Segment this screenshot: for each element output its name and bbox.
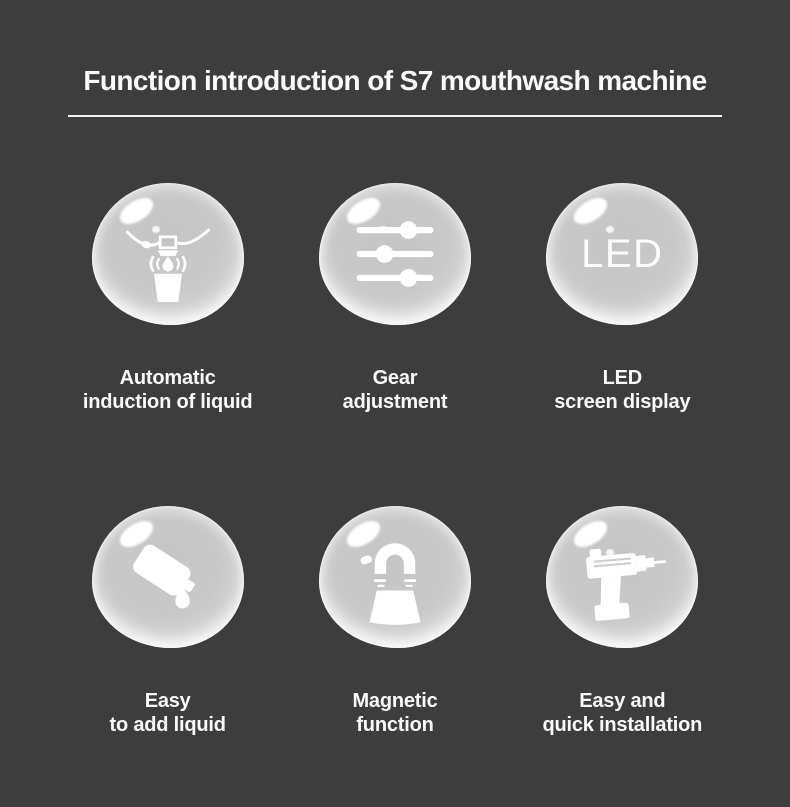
feature-label: Easy to add liquid bbox=[109, 690, 226, 736]
feature-automatic-induction bbox=[83, 183, 253, 414]
feature-label: Automatic induction of liquid bbox=[82, 367, 253, 413]
feature-label: LED screen display bbox=[554, 367, 691, 413]
feature-label: Gear adjustment bbox=[342, 367, 448, 413]
feature-easy-quick-installation bbox=[542, 506, 702, 737]
feature-led-screen-display bbox=[546, 183, 698, 414]
features-grid bbox=[0, 183, 790, 737]
feature-bubble bbox=[319, 183, 471, 325]
drill-icon bbox=[570, 525, 674, 629]
feature-bubble bbox=[319, 506, 471, 648]
header bbox=[0, 0, 790, 117]
feature-bubble bbox=[92, 506, 244, 648]
led-label: LED bbox=[581, 231, 664, 276]
feature-gear-adjustment bbox=[319, 183, 471, 414]
title-underline bbox=[68, 115, 722, 117]
feature-label: Magnetic function bbox=[352, 690, 438, 736]
bottle-pour-icon bbox=[116, 525, 220, 629]
sensor-dispenser-icon bbox=[116, 202, 220, 306]
page-title: Function introduction of S7 mouthwash machine bbox=[83, 65, 707, 96]
feature-bubble bbox=[546, 506, 698, 648]
sliders-icon bbox=[343, 202, 447, 306]
feature-bubble bbox=[92, 183, 244, 325]
feature-bubble bbox=[546, 183, 698, 325]
magnet-icon bbox=[343, 525, 447, 629]
feature-easy-add-liquid bbox=[92, 506, 244, 737]
feature-label: Easy and quick installation bbox=[542, 690, 703, 736]
feature-magnetic-function bbox=[319, 506, 471, 737]
